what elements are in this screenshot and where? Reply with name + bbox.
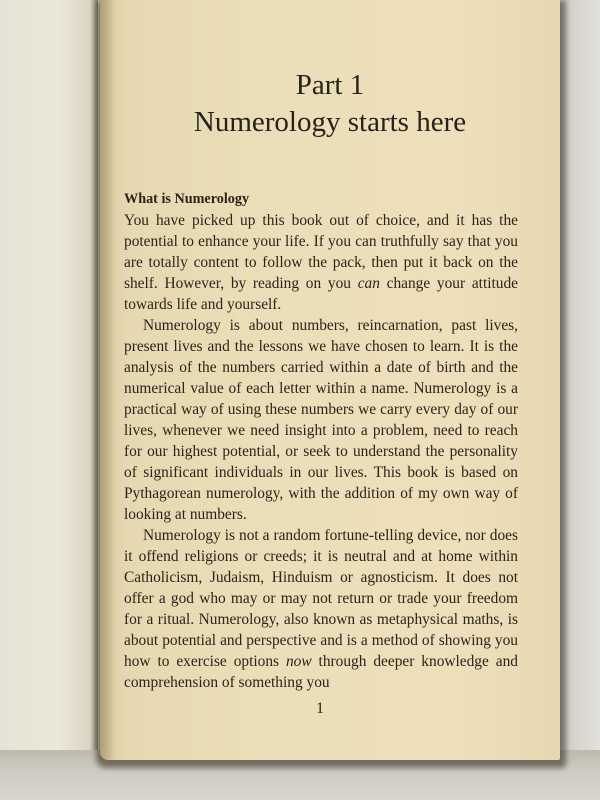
chapter-title: Numerology starts here <box>193 106 467 138</box>
page-number: 1 <box>316 700 324 717</box>
paragraph-2: Numerology is about numbers, reincarnation, past lives, present lives and the lessons we have chosen to learn. It is the analysis of the numbers carried within a date of birth and the numerical value of each letter within a name. Numerology is a practical way of using these numbers we carry every day of our lives, whenever we need insight into a problem, need to reach for our highest potential, or seek to understand the personality of significant individuals in our lives. This book is based on Pythagorean numerology, with the addition of my own way of looking at numbers. <box>124 317 518 523</box>
paragraph-3-text-b: through deeper knowledge and comprehension of something you <box>124 653 518 691</box>
book-page <box>100 0 560 760</box>
background-surface <box>560 0 600 760</box>
paragraph-1-emphasis: can <box>357 275 380 292</box>
section-heading: What is Numerology <box>124 191 250 207</box>
body-text <box>124 189 518 693</box>
paragraph-3-emphasis: now <box>285 653 312 670</box>
part-title: Part 1 <box>295 69 365 101</box>
paragraph-3-text-a: Numerology is not a random fortune-telling device, nor does it offend religions or creeds; it is neutral and at home within Catholicism, Judaism, Hinduism or agnosticism. It does not offer a god who may or may not return or trade your freedom for a ritual. Numerology, also known as metaphysical maths, is about potential and perspective and is a method of showing you how to exercise options <box>124 527 518 670</box>
paragraph-1 <box>124 210 518 315</box>
paragraph-1-text-a: You have picked up this book out of choice, and it has the potential to enhance your life. If you can truthfully say that you are totally content to follow the pack, then put it back on the shelf. However, by reading on you <box>124 212 518 292</box>
paragraph-3 <box>124 525 518 693</box>
paragraph-1-text-b: change your attitude towards life and yourself. <box>124 275 518 313</box>
facing-page <box>0 0 98 800</box>
